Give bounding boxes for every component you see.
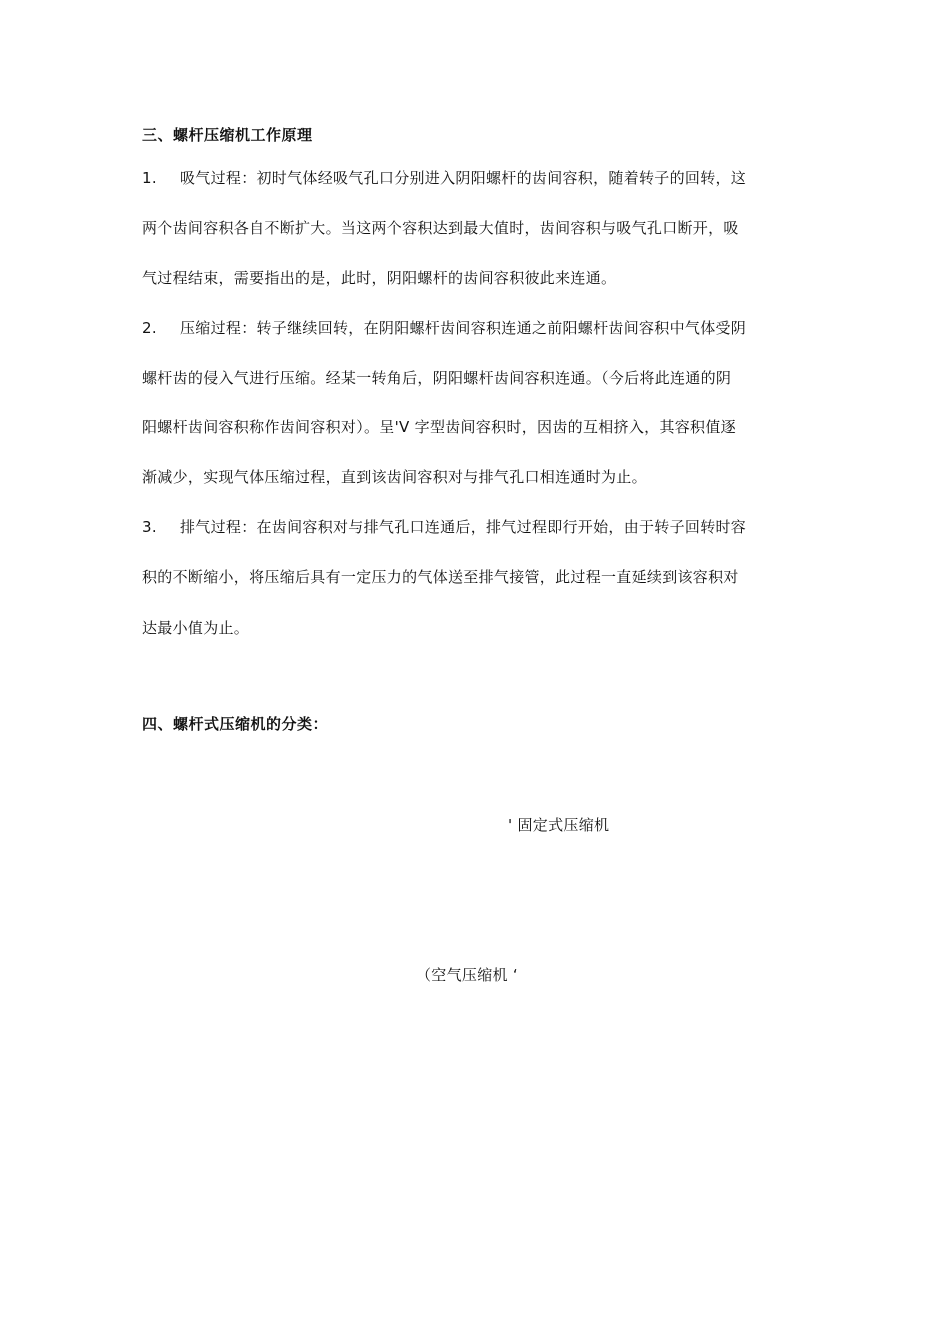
item-1-line-1	[142, 168, 812, 188]
item-2-line-1	[142, 318, 812, 338]
section-4-heading: 四、螺杆式压缩机的分类：	[142, 715, 329, 733]
item-1-line-2: 两个齿间容积各自不断扩大。当这两个容积达到最大值时，齿间容积与吸气孔口断开，吸	[142, 219, 739, 237]
item-2-line-2: 螺杆齿的侵入气进行压缩。经某一转角后，阴阳螺杆齿间容积连通。（今后将此连通的阴	[142, 369, 732, 387]
item-1-number: 1.	[142, 169, 157, 187]
item-2-line-3: 阳螺杆齿间容积称作齿间容积对）。呈'V 字型齿间容积时，因齿的互相挤入，其容积值逐	[142, 418, 736, 436]
item-3-line-1	[142, 517, 812, 537]
item-3-line-2: 积的不断缩小，将压缩后具有一定压力的气体送至排气接管，此过程一直延续到该容积对	[142, 568, 739, 586]
item-1-text-1: 吸气过程：初时气体经吸气孔口分别进入阴阳螺杆的齿间容积，随着转子的回转，这	[180, 169, 747, 187]
item-2-number: 2.	[142, 319, 157, 337]
item-3-number: 3.	[142, 518, 157, 536]
classification-air-compressor: （空气压缩机 ‘	[416, 966, 518, 984]
item-1-line-3: 气过程结束，需要指出的是，此时，阴阳螺杆的齿间容积彼此来连通。	[142, 269, 617, 287]
classification-fixed-compressor: ' 固定式压缩机	[508, 816, 610, 834]
item-3-line-3: 达最小值为止。	[142, 619, 250, 637]
section-3-heading: 三、螺杆压缩机工作原理	[142, 126, 313, 144]
item-3-text-1: 排气过程：在齿间容积对与排气孔口连通后，排气过程即行开始，由于转子回转时容	[180, 518, 747, 536]
item-2-text-1: 压缩过程：转子继续回转，在阴阳螺杆齿间容积连通之前阳螺杆齿间容积中气体受阴	[180, 319, 747, 337]
item-2-line-4: 渐减少，实现气体压缩过程，直到该齿间容积对与排气孔口相连通时为止。	[142, 468, 647, 486]
